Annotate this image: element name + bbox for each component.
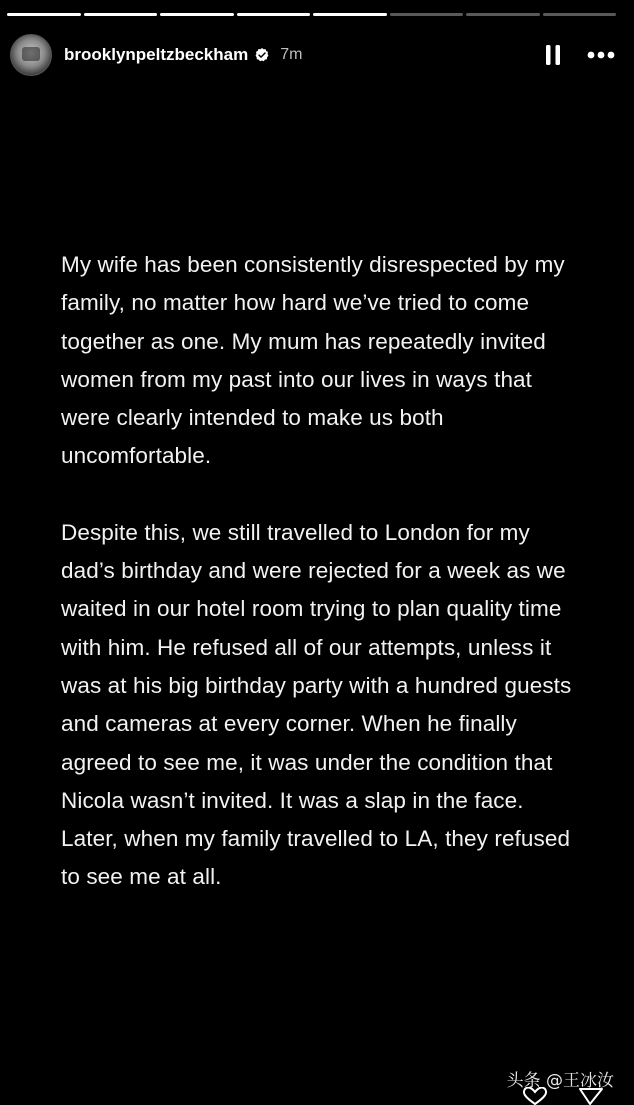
more-options-button[interactable]	[586, 43, 616, 67]
story-progress-segment	[237, 13, 311, 16]
pause-icon	[545, 44, 561, 66]
story-progress-bar	[7, 13, 616, 16]
post-time: 7m	[280, 46, 303, 63]
story-progress-segment	[7, 13, 81, 16]
story-progress-fill	[313, 13, 387, 16]
story-paragraph: Despite this, we still travelled to London for my dad’s birthday and were rejected for a week as we waited in our hotel room trying to plan quality time with him. He refused all of our attempts, unless it was at his big birthday party with a hundred guests and cameras at every corner. When he finally agreed to see me, it was under the condition that Nicola wasn’t invited. It was a slap in the face. Later, when my family travelled to LA, they refused to see me at all.	[61, 519, 572, 890]
story-progress-segment	[313, 13, 387, 16]
avatar[interactable]	[10, 34, 52, 76]
story-progress-segment	[390, 13, 464, 16]
story-progress-segment	[543, 13, 617, 16]
more-horizontal-icon	[587, 51, 615, 59]
story-header	[10, 34, 616, 76]
story-progress-fill	[160, 13, 234, 16]
story-progress-segment	[466, 13, 540, 16]
story-progress-segment	[160, 13, 234, 16]
story-paragraph: My wife has been consistently disrespected by my family, no matter how hard we’ve tried to come together as one. My mum has repeatedly invited women from my past into our lives in ways that were clearly intended to make us both uncomfortable.	[61, 252, 565, 469]
username[interactable]: brooklynpeltzbeckham	[64, 45, 249, 64]
story-progress-segment	[84, 13, 158, 16]
story-text	[61, 246, 581, 935]
story-progress-fill	[7, 13, 81, 16]
story-progress-fill	[84, 13, 158, 16]
watermark: 头条 @王冰汝	[506, 1071, 614, 1091]
story-progress-fill	[237, 13, 311, 16]
verified-badge-icon	[254, 47, 270, 63]
pause-button[interactable]	[542, 43, 564, 67]
